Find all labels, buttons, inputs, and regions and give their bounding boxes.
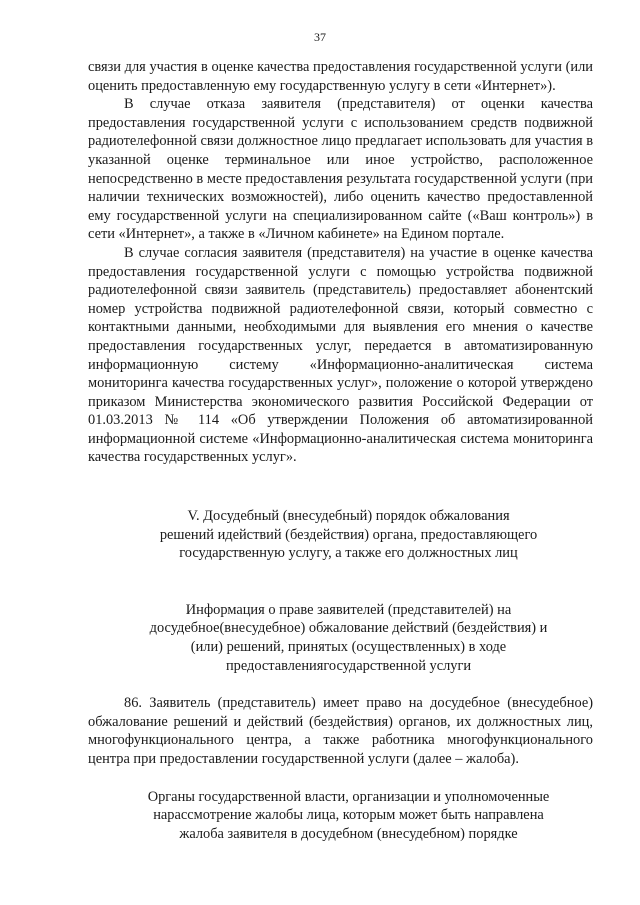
subheading-line: (или) решений, принятых (осуществленных) в ходе bbox=[190, 639, 507, 656]
paragraph-refusal-case: В случае отказа заявителя (представителя) от оценки качества предоставления государственной услуги с использованием средств подвижной радиотелефонной связи должностное лицо предлагает использовать для участия в указанной оценке терминальное или иное устройство, расположенное непосредственно в месте предоставления результата государственной услуги (при наличии технических возможностей), либо оценить качество предоставленной ему государственной услуги на специализированном сайте («Ваш контроль») в сети «Интернет», а также в «Личном кабинете» на Едином портале. bbox=[88, 96, 593, 243]
subheading-line: досудебное(внесудебное) обжалование действий (бездействия) и bbox=[149, 620, 548, 637]
subheading-line: жалоба заявителя в досудебном (внесудебном) порядке bbox=[179, 825, 518, 842]
subheading-authorities bbox=[88, 788, 593, 844]
paragraph-consent-case: В случае согласия заявителя (представителя) на участие в оценке качества предоставления государственной услуги с помощью устройства подвижной радиотелефонной связи заявитель (представитель) предоставляет абонентский номер устройства подвижной радиотелефонной связи, который совместно с контактными данными, необходимыми для выявления его мнения о качестве предоставления государственных услуг, передается в автоматизированную информационную систему «Информационно-аналитическая система мониторинга качества государственных услуг», положение о которой утверждено приказом Министерства экономического развития Российской Федерации от 01.03.2013 № 114 «Об утверждении Положения об автоматизированной информационной системе «Информационно-аналитическая система мониторинга качества государственных услуг». bbox=[88, 244, 593, 466]
section-title-line: государственную услугу, а также его должностных лиц bbox=[179, 545, 518, 562]
subheading-line: предоставлениягосударственной услуги bbox=[225, 657, 472, 674]
subheading-line: Органы государственной власти, организации и уполномоченные bbox=[147, 788, 550, 805]
section-title-line: V. Досудебный (внесудебный) порядок обжалования bbox=[187, 508, 510, 525]
paragraph-continuation: связи для участия в оценке качества предоставления государственной услуги (или оценить предоставленную ему государственную услугу в сети «Интернет»). bbox=[88, 59, 593, 94]
paragraph-86: 86. Заявитель (представитель) имеет право на досудебное (внесудебное) обжалование решений и действий (бездействия) органов, их должностных лиц, многофункционального центра, а также работника многофункционального центра при предоставлении государственной услуги (далее – жалоба). bbox=[88, 695, 593, 767]
subheading-rights bbox=[88, 601, 593, 675]
subheading-line: нарассмотрение жалобы лица, которым может быть направлена bbox=[153, 807, 544, 824]
subheading-line: Информация о праве заявителей (представителей) на bbox=[185, 601, 512, 618]
section-title-line: решений идействий (бездействия) органа, предоставляющего bbox=[159, 526, 538, 543]
page-number: 37 bbox=[314, 30, 326, 44]
section-title bbox=[88, 507, 593, 563]
document-body bbox=[88, 58, 593, 843]
